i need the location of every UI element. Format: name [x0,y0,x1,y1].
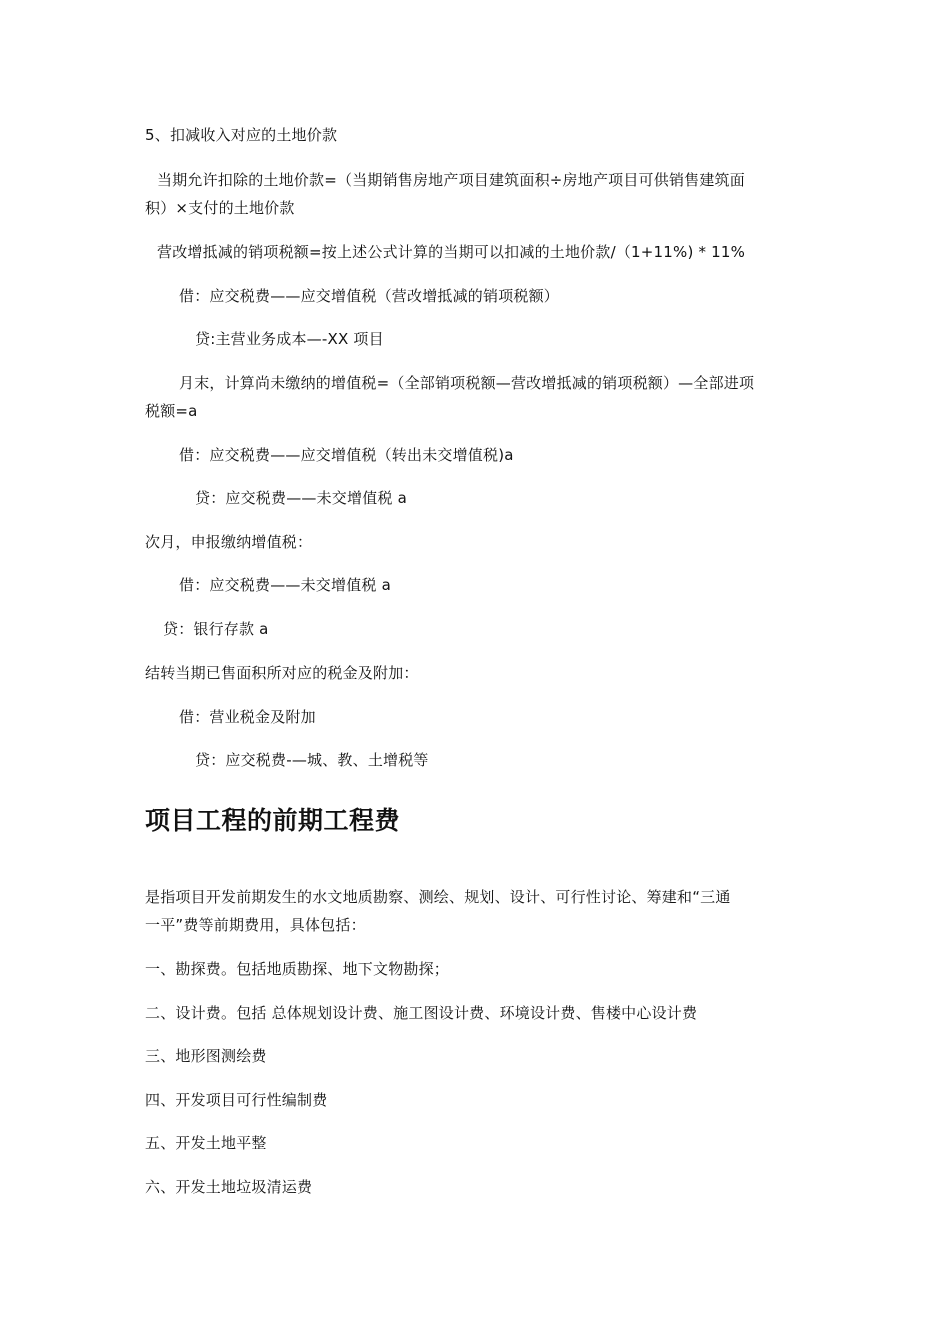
vat-offset-formula: 营改增抵减的销项税额=按上述公式计算的当期可以扣减的土地价款/（1+11%) * 11% [157,243,746,261]
pre-construction-intro-line-1: 是指项目开发前期发生的水文地质勘察、测绘、规划、设计、可行性讨论、筹建和“三通 [145,888,731,906]
journal-entry-4-debit: 借：营业税金及附加 [179,708,316,726]
journal-entry-3-debit: 借：应交税费——未交增值税 a [179,576,391,594]
journal-entry-2-debit: 借：应交税费——应交增值税（转出未交增值税)a [179,446,514,464]
journal-entry-1-debit: 借：应交税费——应交增值税（营改增抵减的销项税额） [179,287,560,305]
section-heading: 项目工程的前期工程费 [145,806,401,835]
list-item: 四、开发项目可行性编制费 [145,1091,328,1109]
journal-entry-1-credit: 贷:主营业务成本—-XX 项目 [195,330,384,348]
list-item: 六、开发土地垃圾清运费 [145,1178,313,1196]
land-price-formula-line-1: 当期允许扣除的土地价款=（当期销售房地产项目建筑面积÷房地产项目可供销售建筑面 [157,171,745,189]
journal-entry-4-credit: 贷：应交税费-—城、教、土增税等 [195,751,429,769]
journal-entry-2-credit: 贷：应交税费——未交增值税 a [195,489,407,507]
land-price-formula-line-2: 积）×支付的土地价款 [145,199,295,217]
list-item: 一、勘探费。包括地质勘探、地下文物勘探； [145,960,450,978]
list-item: 五、开发土地平整 [145,1134,267,1152]
next-month-note: 次月，申报缴纳增值税： [145,533,313,551]
list-item: 三、地形图测绘费 [145,1047,267,1065]
pre-construction-intro-line-2: 一平”费等前期费用，具体包括： [145,916,366,934]
month-end-calculation-line-1: 月末，计算尚未缴纳的增值税=（全部销项税额—营改增抵减的销项税额）—全部进项 [179,374,755,392]
list-item: 二、设计费。包括 总体规划设计费、施工图设计费、环境设计费、售楼中心设计费 [145,1004,698,1022]
month-end-calculation-line-2: 税额=a [145,402,198,420]
carry-over-note: 结转当期已售面积所对应的税金及附加： [145,664,419,682]
journal-entry-3-credit: 贷：银行存款 a [163,620,269,638]
section-title: 5、扣减收入对应的土地价款 [145,126,338,144]
